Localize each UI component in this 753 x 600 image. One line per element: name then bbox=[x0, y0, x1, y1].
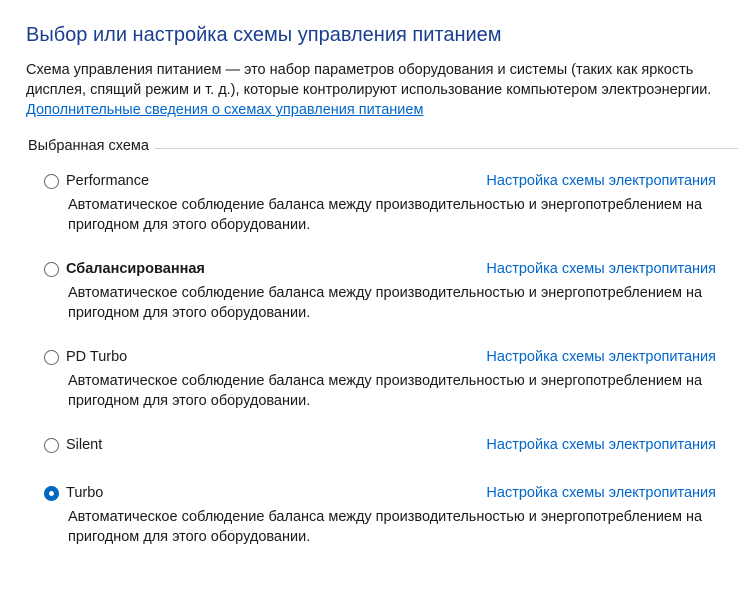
plan-turbo-name[interactable]: Turbo bbox=[66, 485, 104, 501]
selected-plan-group-label: Выбранная схема bbox=[28, 138, 155, 154]
plan-turbo-radio[interactable] bbox=[44, 486, 59, 501]
page-title: Выбор или настройка схемы управления питанием bbox=[26, 24, 502, 46]
plan-performance-radio[interactable] bbox=[44, 174, 59, 189]
plan-turbo-settings-link[interactable]: Настройка схемы электропитания bbox=[486, 485, 716, 501]
plan-silent-settings-link[interactable]: Настройка схемы электропитания bbox=[486, 437, 716, 453]
page-description: Схема управления питанием — это набор параметров оборудования и системы (таких как яркость дисплея, спящий режим и т. д.), которые контролируют использование компьютером электроэнергии. bbox=[26, 62, 712, 98]
plan-balanced-name[interactable]: Сбалансированная bbox=[66, 261, 205, 277]
plan-balanced-radio[interactable] bbox=[44, 262, 59, 277]
plan-turbo-description: Автоматическое соблюдение баланса между производительностью и энергопотреблением на пригодном для этого оборудовании. bbox=[68, 509, 703, 545]
plan-balanced-settings-link[interactable]: Настройка схемы электропитания bbox=[486, 261, 716, 277]
plan-performance-description: Автоматическое соблюдение баланса между производительностью и энергопотреблением на пригодном для этого оборудовании. bbox=[68, 197, 703, 233]
plan-performance-name[interactable]: Performance bbox=[66, 173, 150, 189]
plan-silent-radio[interactable] bbox=[44, 438, 59, 453]
plan-pd-turbo-description: Автоматическое соблюдение баланса между производительностью и энергопотреблением на пригодном для этого оборудовании. bbox=[68, 373, 703, 409]
plan-balanced-description: Автоматическое соблюдение баланса между производительностью и энергопотреблением на пригодном для этого оборудовании. bbox=[68, 285, 703, 321]
plan-pd-turbo-settings-link[interactable]: Настройка схемы электропитания bbox=[486, 349, 716, 365]
more-info-link[interactable]: Дополнительные сведения о схемах управления питанием bbox=[26, 102, 424, 118]
plan-performance-settings-link[interactable]: Настройка схемы электропитания bbox=[486, 173, 716, 189]
plan-pd-turbo-radio[interactable] bbox=[44, 350, 59, 365]
plan-silent-name[interactable]: Silent bbox=[66, 437, 103, 453]
group-divider bbox=[155, 148, 738, 149]
plan-pd-turbo-name[interactable]: PD Turbo bbox=[66, 349, 128, 365]
